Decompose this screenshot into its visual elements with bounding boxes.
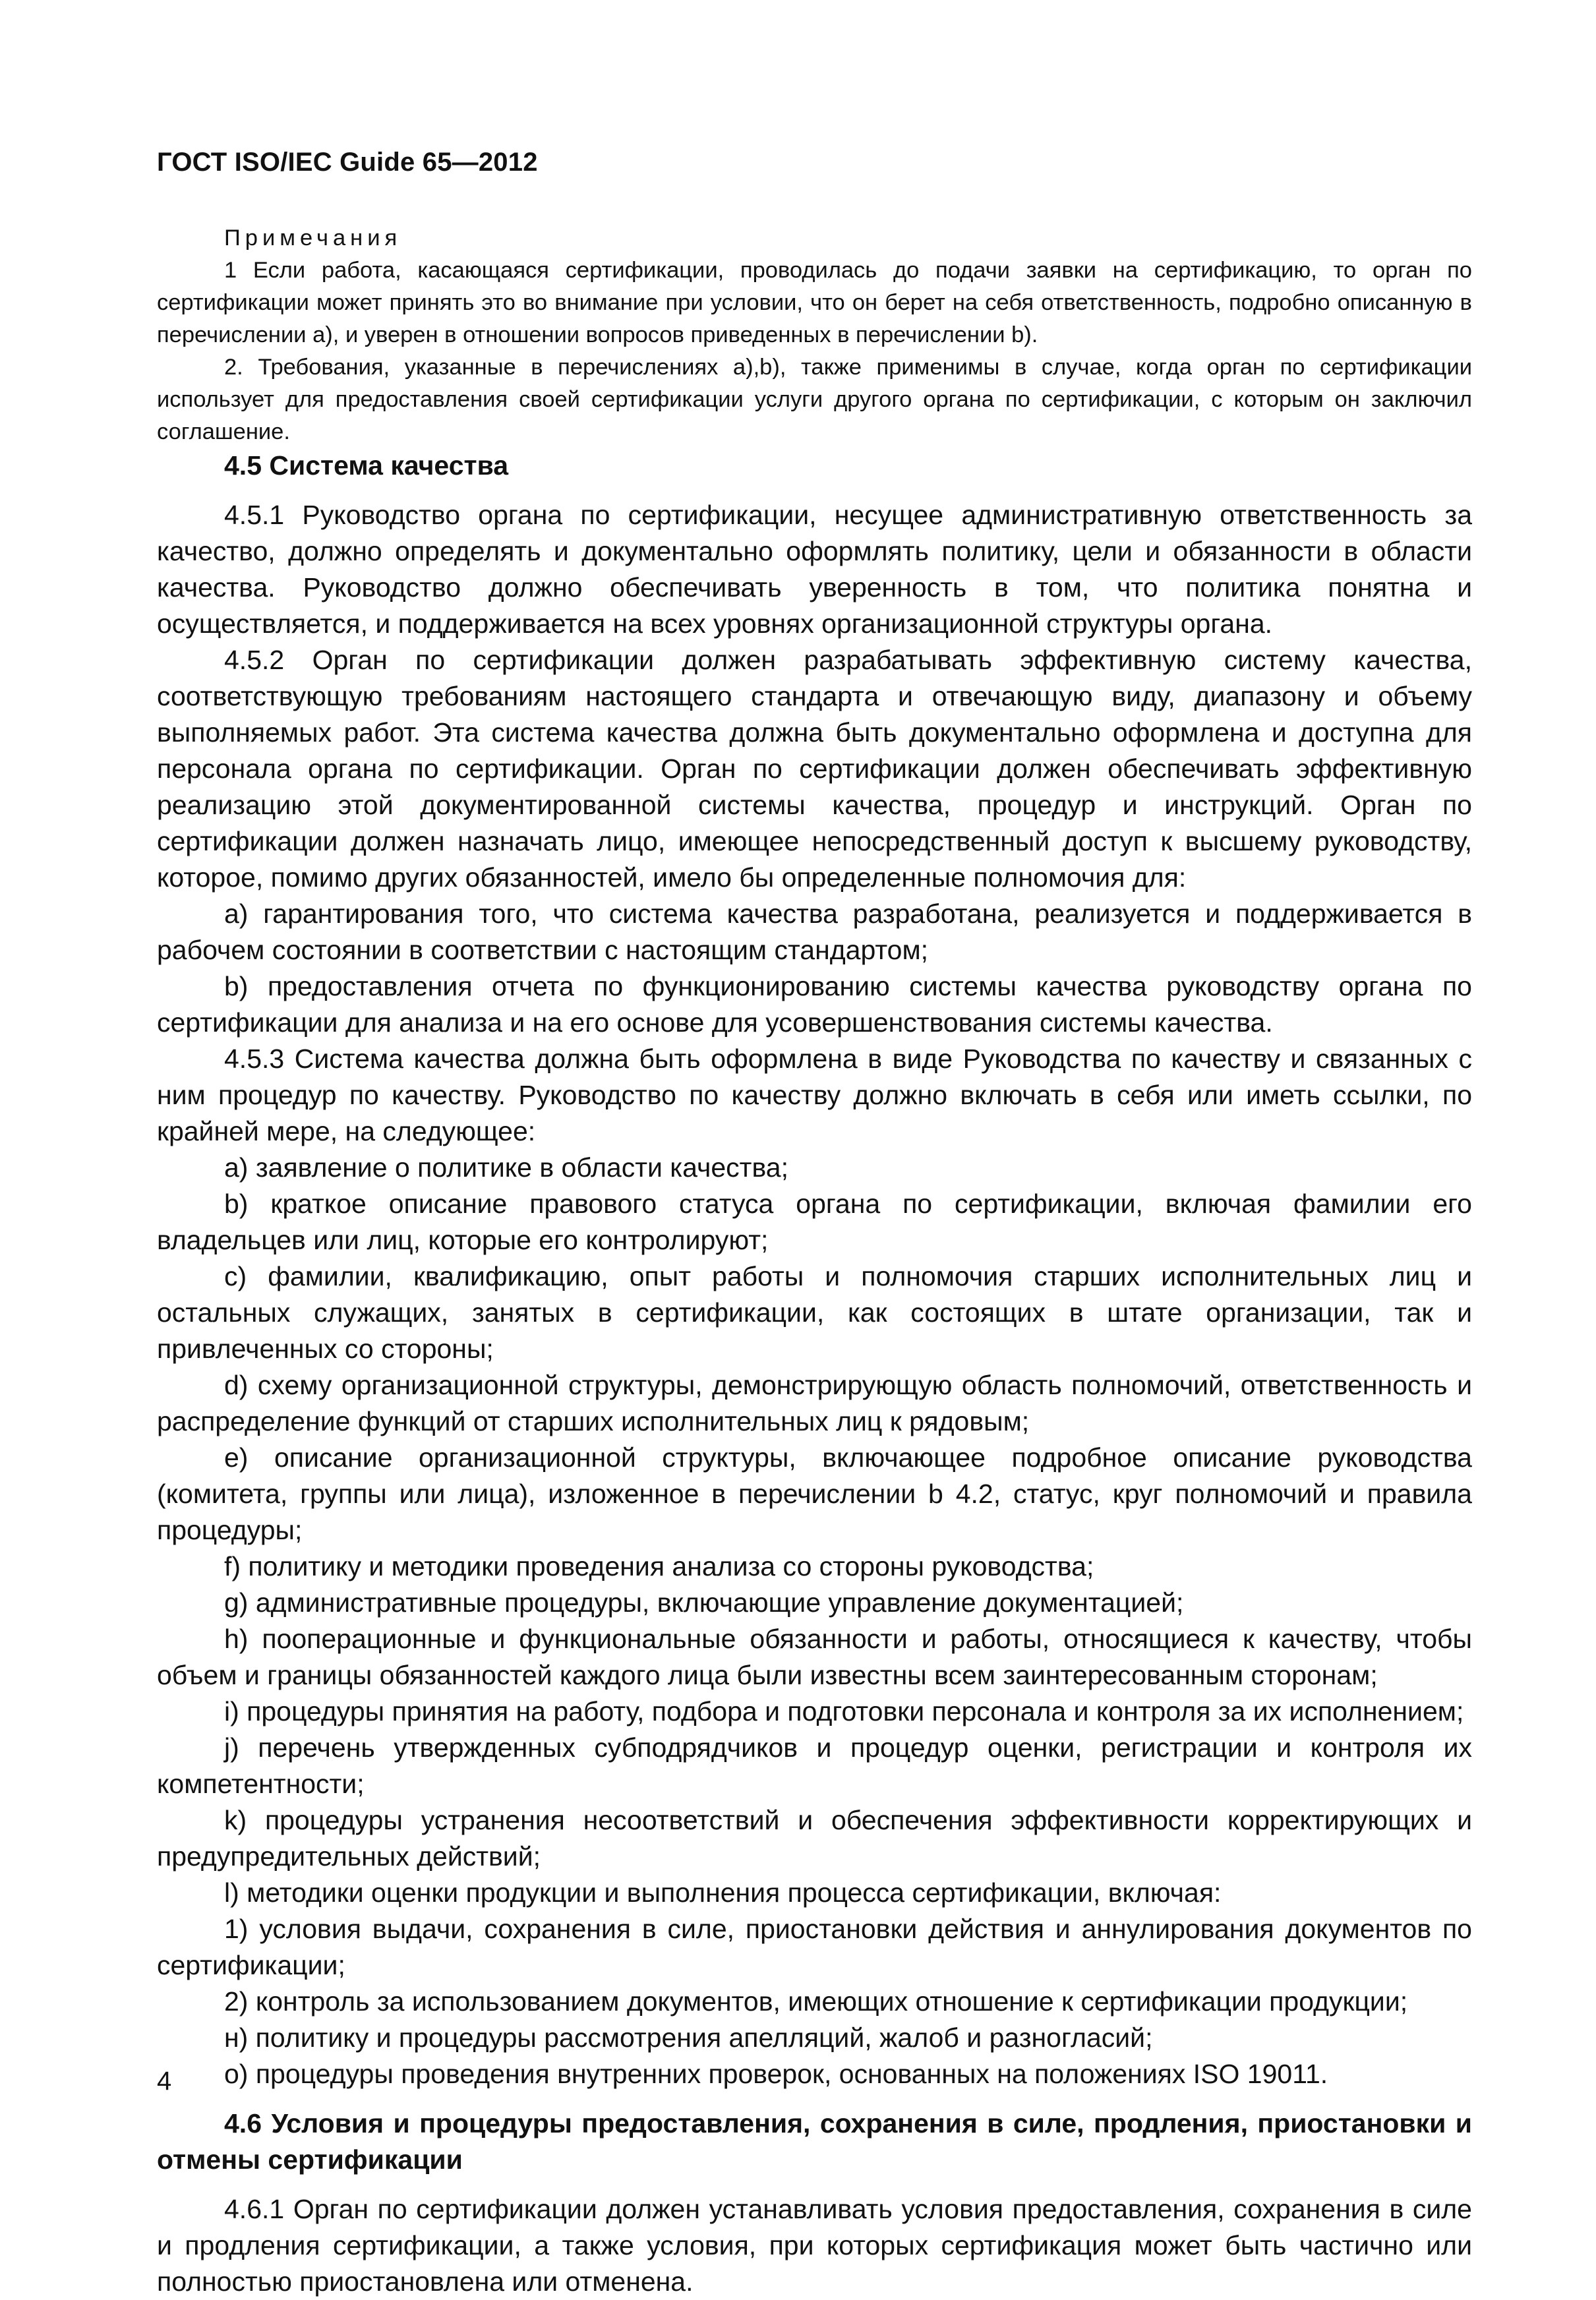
list-item: d) схему организационной структуры, демонстрирующую область полномочий, ответственность и распределение функций от старших исполнительных лиц к рядовым;	[157, 1370, 1472, 1436]
section-heading-4-5: 4.5 Система качества	[224, 450, 509, 481]
list-item: b) предоставления отчета по функционированию системы качества руководству органа по сертификации для анализа и на его основе для усовершенствования системы качества.	[157, 971, 1472, 1038]
paragraph: 4.5.2 Орган по сертификации должен разрабатывать эффективную систему качества, соответствующую требованиям настоящего стандарта и отвечающую виду, диапазону и объему выполняемых работ. Эта система качества должна быть документально оформлена и доступна для персонала органа по сертификации. Орган по сертификации должен обеспечивать эффективную реализацию этой документированной системы качества, процедур и инструкций. Орган по сертификации должен назначать лицо, имеющее непосредственный доступ к высшему руководству, которое, помимо других обязанностей, имело бы определенные полномочия для:	[157, 645, 1472, 893]
document-header: ГОСТ ISO/IEC Guide 65—2012	[157, 148, 538, 177]
list-item: h) пооперационные и функциональные обязанности и работы, относящиеся к качеству, чтобы объем и границы обязанностей каждого лица были известны всем заинтересованным сторонам;	[157, 1624, 1472, 1690]
notes-title: Примечания	[224, 225, 402, 251]
list-item: g) административные процедуры, включающие управление документацией;	[224, 1587, 1184, 1618]
list-item: b) краткое описание правового статуса органа по сертификации, включая фамилии его владельцев или лиц, которые его контролируют;	[157, 1189, 1472, 1255]
paragraph: 4.5.1 Руководство органа по сертификации, несущее административную ответственность за качество, должно определять и документально оформлять политику, цели и обязанности в области качества. Руководство должно обеспечивать уверенность в том, что политика понятна и осуществляется, и поддерживается на всех уровнях организационной структуры органа.	[157, 500, 1472, 639]
list-item: l) методики оценки продукции и выполнения процесса сертификации, включая:	[224, 1877, 1222, 1908]
list-item: е) описание организационной структуры, включающее подробное описание руководства (комитета, группы или лица), изложенное в перечислении b 4.2, статус, круг полномочий и правила процедуры;	[157, 1442, 1472, 1545]
list-item: k) процедуры устранения несоответствий и обеспечения эффективности корректирующих и предупредительных действий;	[157, 1805, 1472, 1872]
list-item: н) политику и процедуры рассмотрения апелляций, жалоб и разногласий;	[224, 2022, 1153, 2053]
section-heading-4-6: 4.6 Условия и процедуры предоставления, сохранения в силе, продления, приостановки и отмены сертификации	[157, 2108, 1472, 2175]
list-item: а) гарантирования того, что система качества разработана, реализуется и поддерживается в рабочем состоянии в соответствии с настоящим стандартом;	[157, 899, 1472, 965]
main-content	[157, 448, 1472, 2300]
list-item: с) фамилии, квалификацию, опыт работы и полномочия старших исполнительных лиц и остальных служащих, занятых в сертификации, как состоящих в штате организации, так и привлеченных со стороны;	[157, 1261, 1472, 1364]
list-item: j) перечень утвержденных субподрядчиков и процедур оценки, регистрации и контроля их компетентности;	[157, 1732, 1472, 1799]
list-item: i) процедуры принятия на работу, подбора и подготовки персонала и контроля за их исполнением;	[224, 1696, 1464, 1726]
paragraph: 4.5.3 Система качества должна быть оформлена в виде Руководства по качеству и связанных с ним процедур по качеству. Руководство по качеству должно включать в себя или иметь ссылки, по крайней мере, на следующее:	[157, 1044, 1472, 1146]
list-item: 1) условия выдачи, сохранения в силе, приостановки действия и аннулирования документов по сертификации;	[157, 1914, 1472, 1980]
list-item: о) процедуры проведения внутренних проверок, основанных на положениях ISO 19011.	[224, 2059, 1328, 2089]
list-item: а) заявление о политике в области качества;	[224, 1152, 788, 1183]
paragraph: 4.6.1 Орган по сертификации должен устанавливать условия предоставления, сохранения в силе и продления сертификации, а также условия, при которых сертификация может быть частично или полностью приостановлена или отменена.	[157, 2194, 1472, 2297]
notes-block	[157, 222, 1472, 448]
list-item: f) политику и методики проведения анализа со стороны руководства;	[224, 1551, 1094, 1581]
list-item: 2) контроль за использованием документов, имеющих отношение к сертификации продукции;	[224, 1986, 1408, 2017]
note-item: 1 Если работа, касающаяся сертификации, проводилась до подачи заявки на сертификацию, то орган по сертификации может принять это во внимание при условии, что он берет на себя ответственность, подробно описанную в перечислении а), и уверен в отношении вопросов приведенных в перечислении b).	[157, 258, 1472, 347]
page-number: 4	[157, 2067, 172, 2096]
note-item: 2. Требования, указанные в перечислениях а),b), также применимы в случае, когда орган по сертификации использует для предоставления своей сертификации услуги другого органа по сертификации, с которым он заключил соглашение.	[157, 355, 1472, 444]
